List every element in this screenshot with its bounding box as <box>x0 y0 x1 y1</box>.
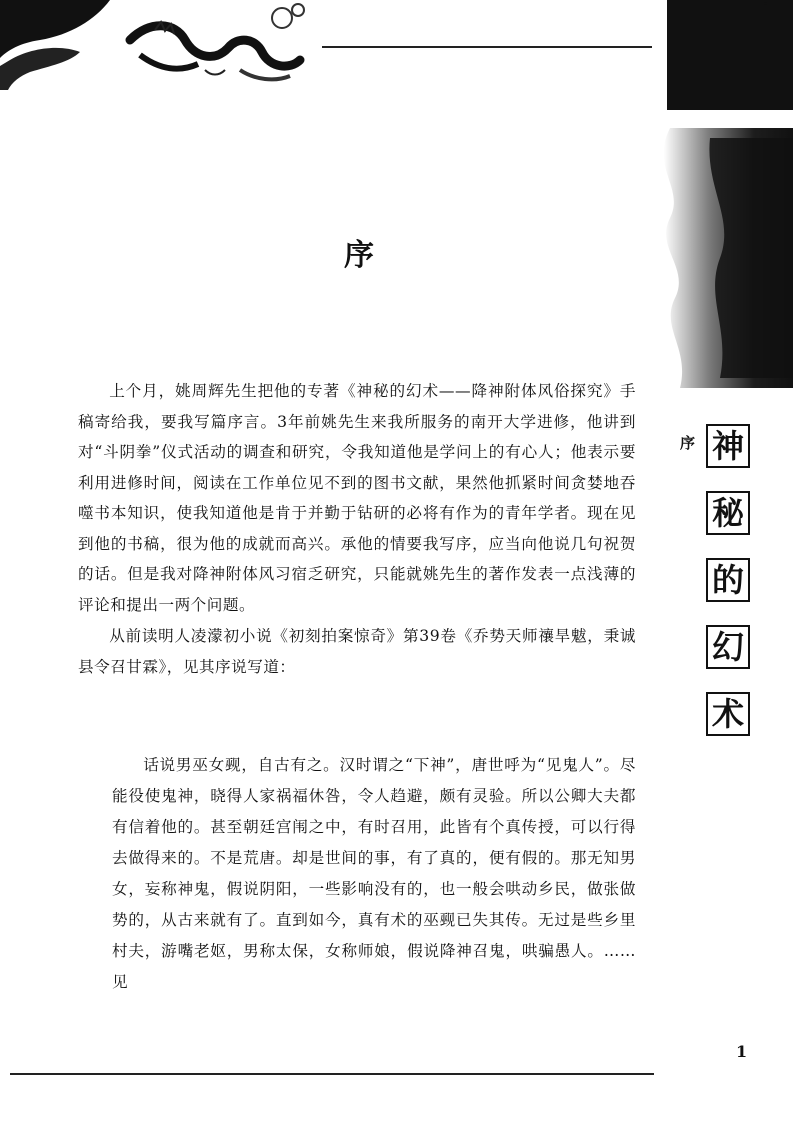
side-title-char: 术 <box>706 692 750 736</box>
body-text <box>78 376 636 682</box>
paragraph: 从前读明人凌濛初小说《初刻拍案惊奇》第39卷《乔势天师禳旱魃，秉诚县令召甘霖》，见其序说写道： <box>78 627 636 676</box>
page-title: 序 <box>344 238 376 273</box>
side-title-char: 幻 <box>706 625 750 669</box>
side-title-char: 神 <box>706 424 750 468</box>
header-rule <box>322 46 652 48</box>
quotation-text: 话说男巫女觋，自古有之。汉时谓之“下神”，唐世呼为“见鬼人”。尽能役使鬼神，晓得人家祸福休咎，令人趋避，颇有灵验。所以公卿大夫都有信着他的。甚至朝廷宫闱之中，有时召用，此皆有个真传授，可以行得去做得来的。不是荒唐。却是世间的事，有了真的，便有假的。那无知男女，妄称神鬼，假说阴阳，一些影响没有的，也一般会哄动乡民，做张做势的，从古来就有了。直到如今，真有术的巫觋已失其传。无过是些乡里村夫，游嘴老妪，男称太保，女称师娘，假说降神召鬼，哄骗愚人。……见 <box>112 756 636 991</box>
paragraph: 上个月，姚周辉先生把他的专著《神秘的幻术——降神附体风俗探究》手稿寄给我，要我写篇序言。3年前姚先生来我所服务的南开大学进修，他讲到对“斗阴拳”仪式活动的调查和研究，令我知道他是学问上的有心人；他表示要利用进修时间，阅读在工作单位见不到的图书文献，果然他抓紧时间贪婪地吞噬书本知识，使我知道他是肯于并勤于钻研的必将有作为的青年学者。现在见到他的书稿，很为他的成就而高兴。承他的情要我写序，应当向他说几句祝贺的话。但是我对降神附体风习宿乏研究，只能就姚先生的著作发表一点浅薄的评论和提出一两个问题。 <box>78 382 636 614</box>
footer-rule <box>10 1073 654 1075</box>
side-title-char: 秘 <box>706 491 750 535</box>
ink-wash-strip <box>650 128 793 388</box>
corner-dot <box>764 2 767 5</box>
side-section-label: 序 <box>680 434 696 452</box>
page-number: 1 <box>736 1042 748 1061</box>
side-title-char: 的 <box>706 558 750 602</box>
corner-black-tab <box>667 0 793 110</box>
dragon-ornament <box>0 0 330 90</box>
quotation-block <box>112 750 636 998</box>
side-book-title <box>706 424 754 759</box>
